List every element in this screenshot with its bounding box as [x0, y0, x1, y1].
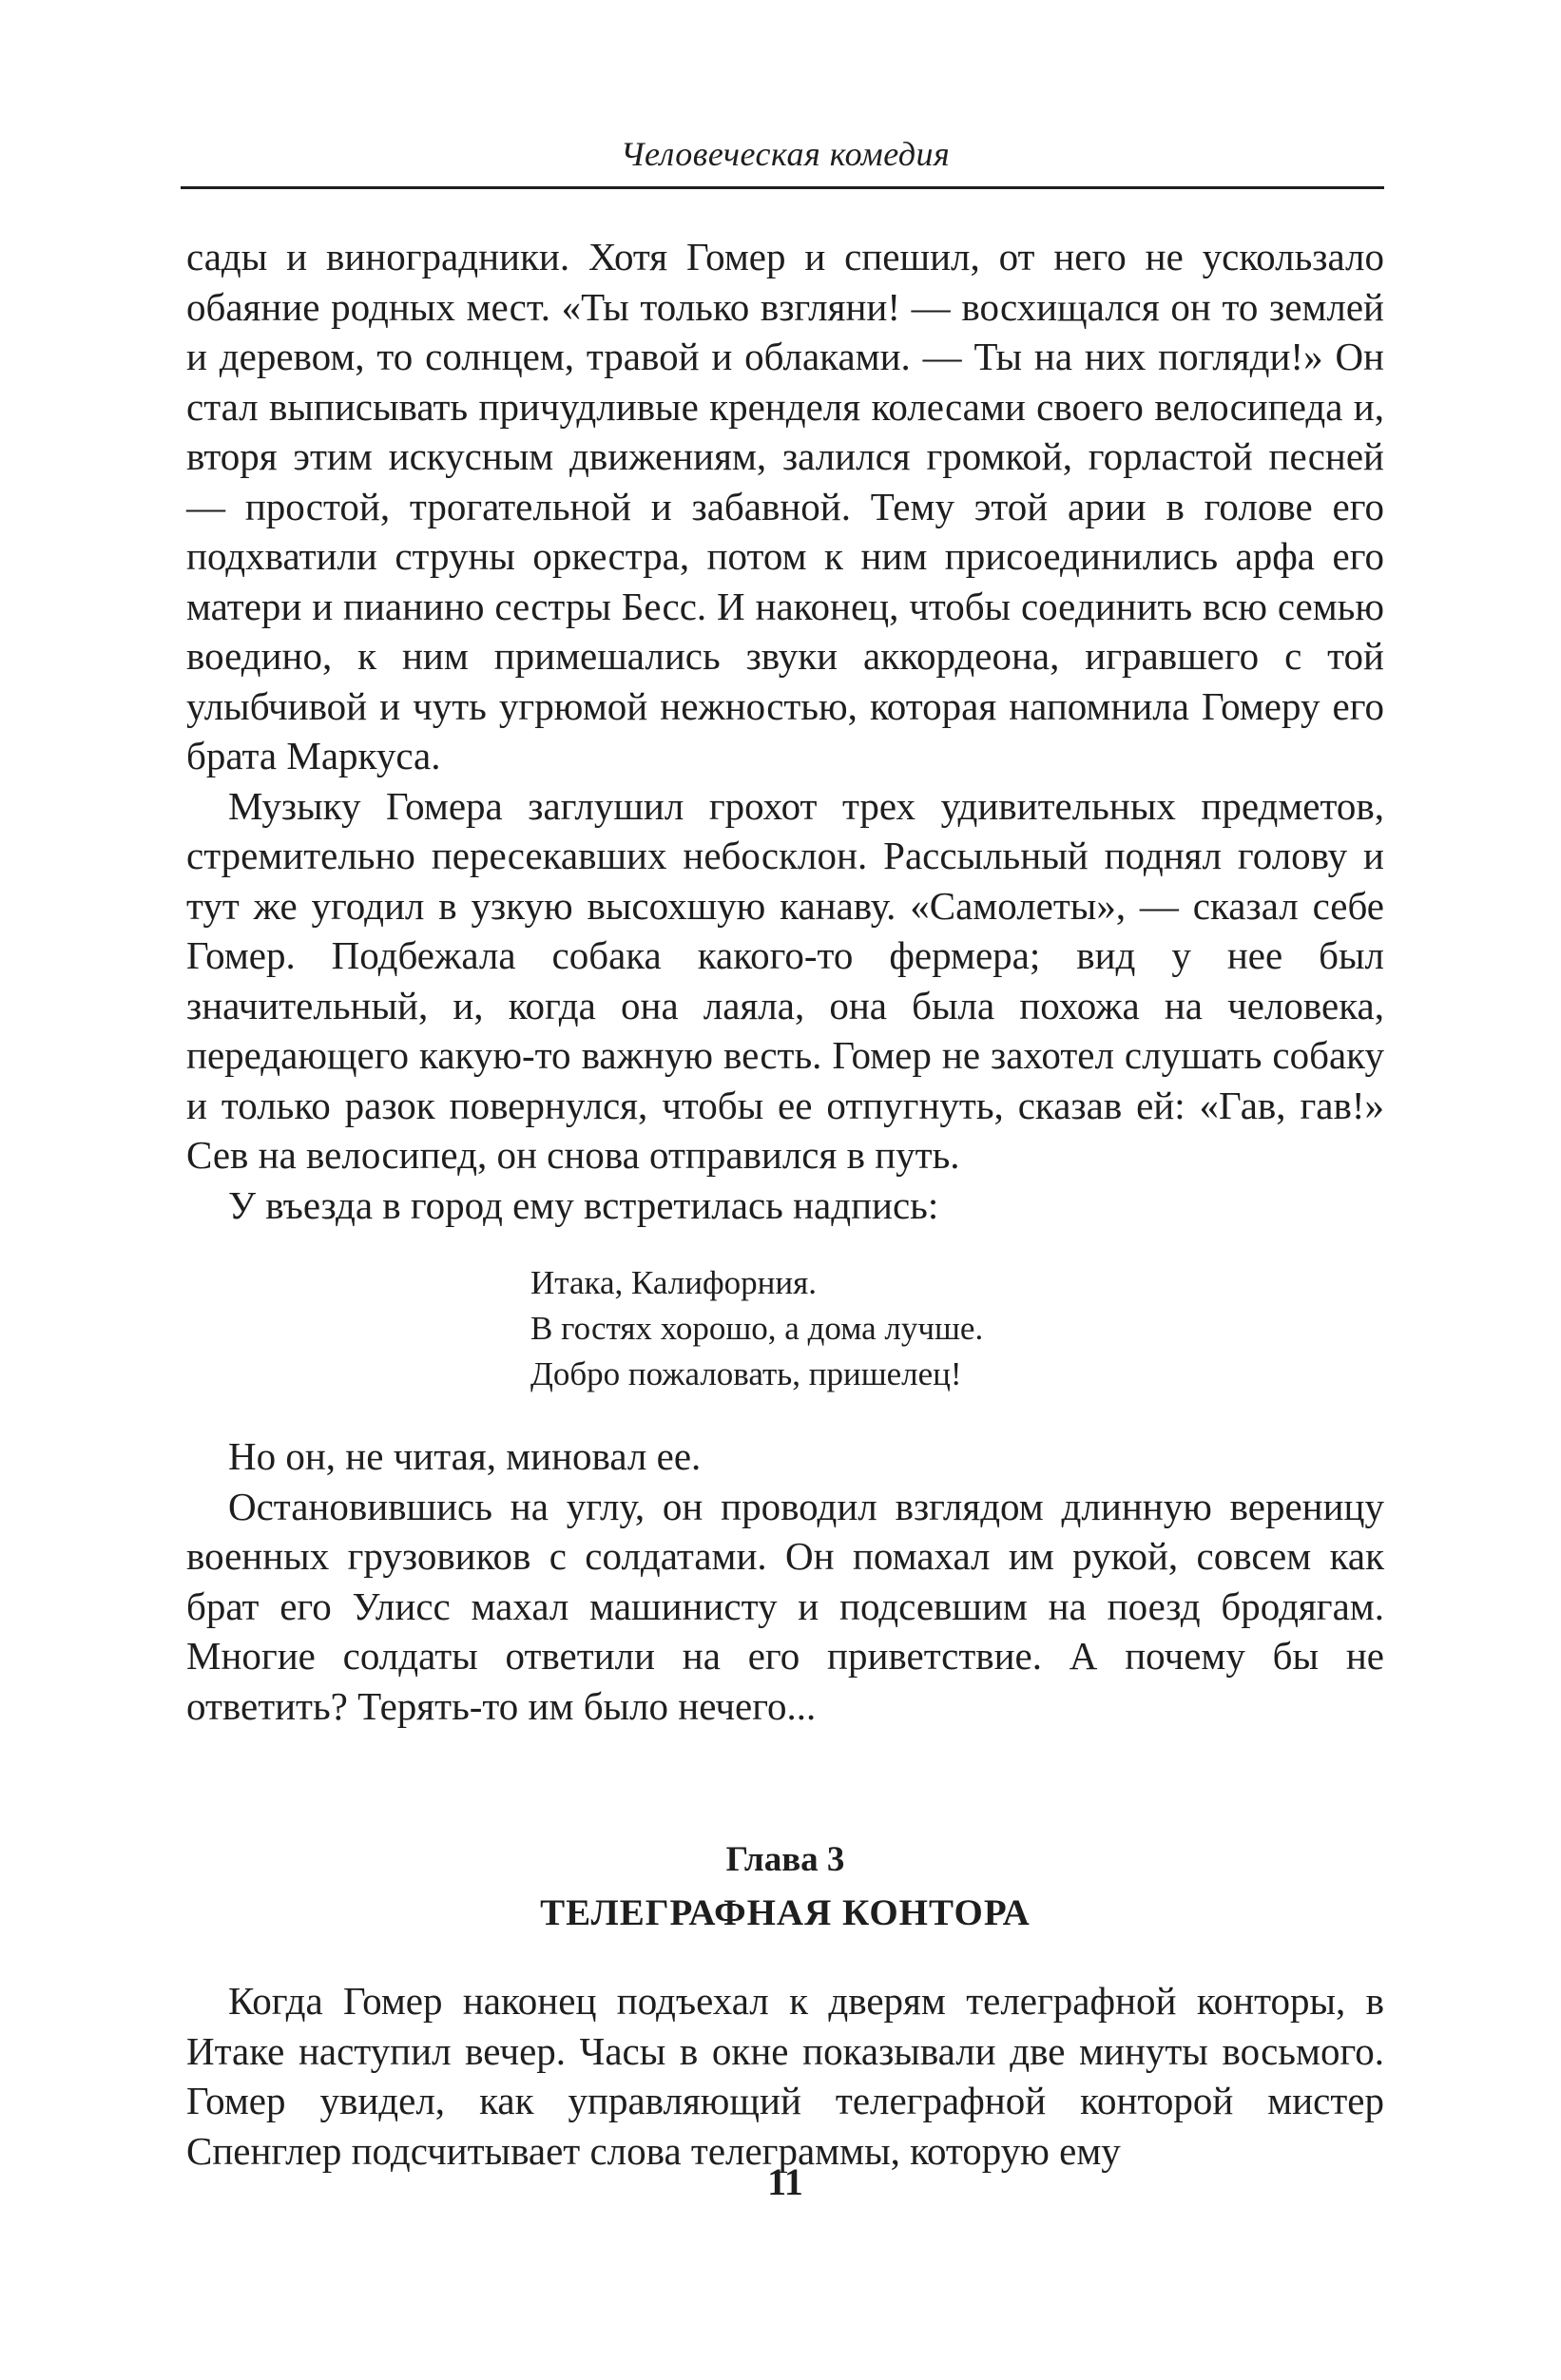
paragraph: Когда Гомер наконец подъехал к дверям телеграфной конторы, в Итаке наступил вечер. Часы в окне показывали две минуты восьмого. Гомер увидел, как управляющий телеграфной конторой мистер Спенглер подсчитывает слова телеграммы, которую ему	[186, 1979, 1384, 2173]
page-number: 11	[767, 2160, 803, 2203]
paragraph: У въезда в город ему встретилась надпись:	[228, 1182, 939, 1227]
body-text	[186, 232, 1384, 2176]
paragraph: Остановившись на углу, он проводил взглядом длинную вереницу военных грузовиков с солдатами. Он помахал им рукой, совсем как брат его Улисс махал машинисту и подсевшим на поезд бродягам. Многие солдаты ответили на его приветствие. А почему бы не ответить? Терять-то им было нечего...	[186, 1484, 1384, 1728]
chapter-number: Глава 3	[725, 1840, 845, 1879]
header-rule	[181, 186, 1384, 189]
paragraph: Но он, не читая, миновал ее.	[228, 1434, 702, 1478]
sign-line: Добро пожаловать, пришелец!	[530, 1355, 962, 1392]
sign-line: В гостях хорошо, а дома лучше.	[530, 1310, 984, 1347]
paragraph-continuation: сады и виноградники. Хотя Гомер и спешил, от него не ускользало обаяние родных мест. «Ты только взгляни! — восхищался он то землей и деревом, то солнцем, травой и облаками. — Ты на них погляди!» Он стал выписывать причудливые кренделя колесами своего велосипеда и, вторя этим искусным движениям, залился громкой, горластой песней — простой, трогательной и забавной. Тему этой арии в голове его подхватили струны оркестра, потом к ним присоединились арфа его матери и пианино сестры Бесс. И наконец, чтобы соединить всю семью воедино, к ним примешались звуки аккордеона, игравшего с той улыбчивой и чуть угрюмой нежностью, которая напомнила Гомеру его брата Маркуса.	[186, 235, 1384, 777]
running-title: Человеческая комедия	[620, 135, 951, 173]
chapter-title: ТЕЛЕГРАФНАЯ КОНТОРА	[540, 1892, 1031, 1933]
paragraph: Музыку Гомера заглушил грохот трех удивительных предметов, стремительно пересекавших небосклон. Рассыльный поднял голову и тут же угодил в узкую высохшую канаву. «Самолеты», — сказал себе Гомер. Подбежала собака какого-то фермера; вид у нее был значительный, и, когда она лаяла, она была похожа на человека, передающего какую-то важную весть. Гомер не захотел слушать собаку и только разок повернулся, чтобы ее отпугнуть, сказав ей: «Гав, гав!» Сев на велосипед, он снова отправился в путь.	[186, 783, 1384, 1177]
road-sign-text	[186, 1260, 1384, 1397]
sign-line: Итака, Калифорния.	[530, 1264, 817, 1301]
